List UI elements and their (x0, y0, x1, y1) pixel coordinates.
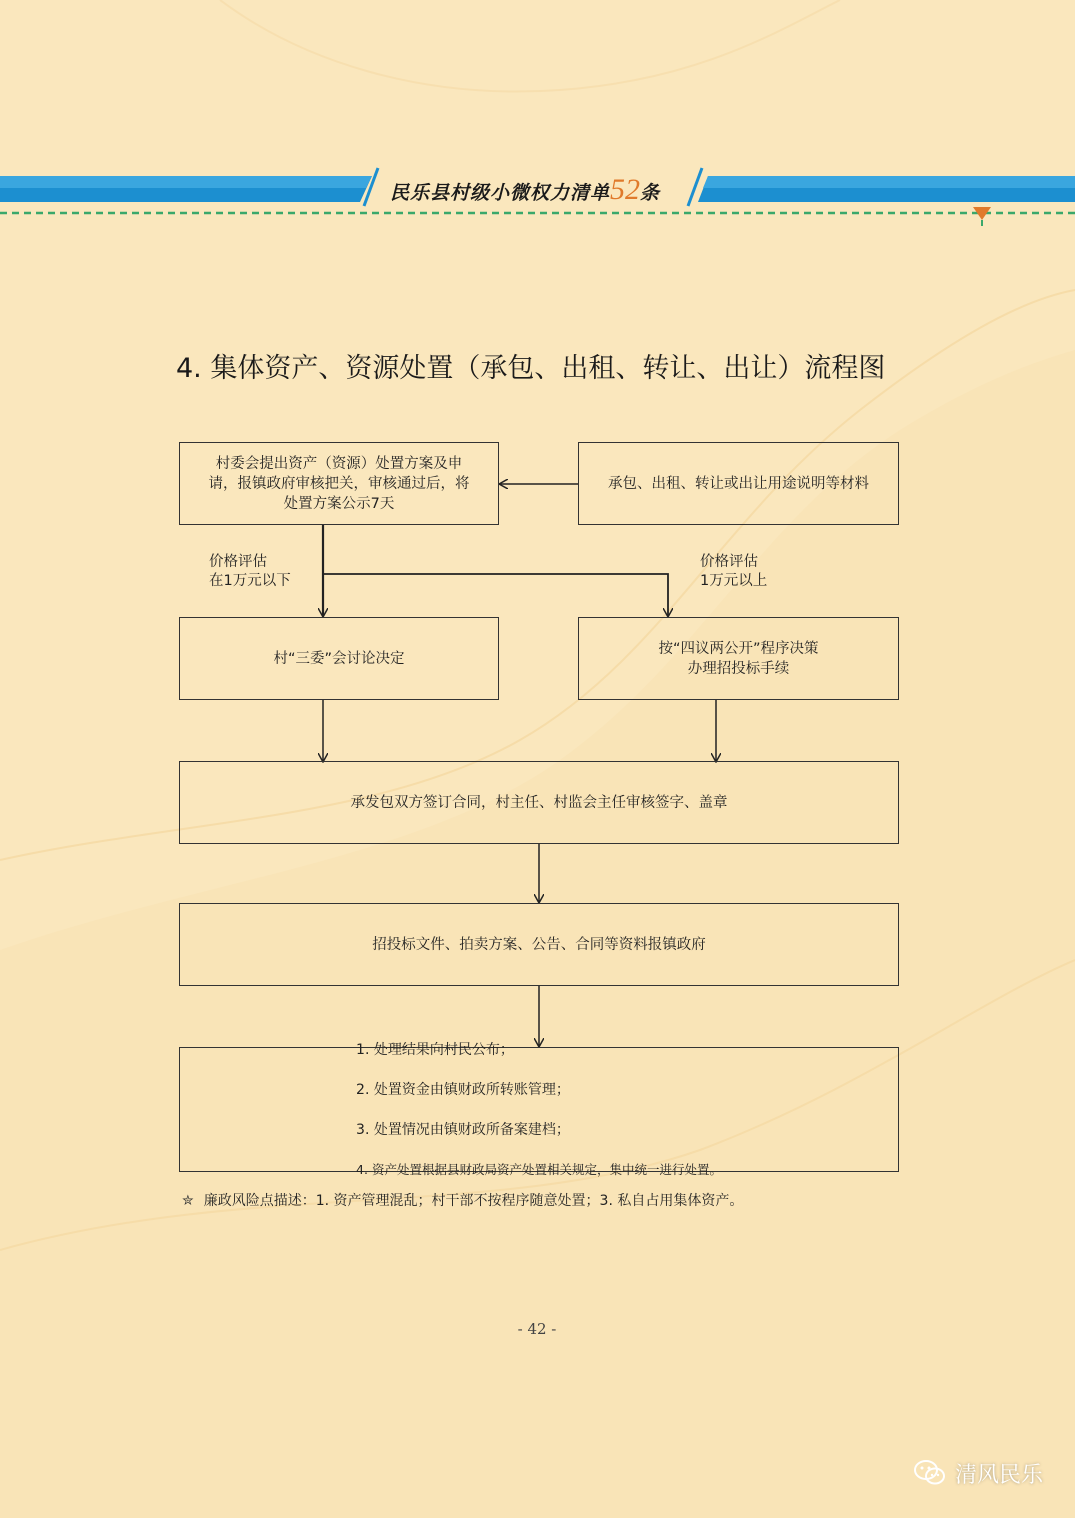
box-apply (179, 442, 499, 525)
wechat-icon (913, 1458, 947, 1488)
box-materials (578, 442, 899, 525)
result-item: 1. 处理结果向村民公布； (356, 1041, 514, 1058)
box-four-two (578, 617, 899, 700)
result-item: 2. 处置资金由镇财政所转账管理； (356, 1081, 570, 1098)
box-results (179, 1041, 899, 1177)
result-item: 4. 资产处置根据县财政局资产处置相关规定，集中统一进行处置。 (356, 1161, 722, 1177)
box-report-gov-text: 招投标文件、拍卖方案、公告、合同等资料报镇政府 (372, 936, 706, 953)
watermark (913, 1456, 1043, 1490)
page-title: 4. 集体资产、资源处置（承包、出租、转让、出让）流程图 (176, 353, 886, 384)
label-below-10k: 价格评估 在1万元以下 (209, 554, 291, 589)
header-title-suffix: 条 (640, 182, 661, 204)
box-report-gov (179, 903, 899, 986)
box-results-list (356, 1020, 722, 1200)
header-title (390, 170, 690, 210)
box-sign-contract-text: 承发包双方签订合同，村主任、村监会主任审核签字、盖章 (350, 794, 728, 811)
watermark-text: 清风民乐 (954, 1462, 1043, 1488)
box-three-committees (179, 617, 499, 700)
risk-note-text: 廉政风险点描述：1. 资产管理混乱；村干部不按程序随意处置；3. 私自占用集体资产。 (203, 1193, 744, 1209)
header-title-number: 52 (610, 173, 641, 206)
header-title-text: 民乐县村级小微权力清单 (390, 182, 611, 204)
box-apply-text: 村委会提出资产（资源）处置方案及申 请，报镇政府审核把关，审核通过后，将 处置方案公示7天 (208, 455, 470, 512)
result-item: 3. 处置情况由镇财政所备案建档； (356, 1121, 570, 1138)
box-materials-text: 承包、出租、转让或出让用途说明等材料 (608, 475, 869, 492)
box-four-two-text: 按“四议两公开”程序决策 办理招投标手续 (658, 640, 819, 677)
label-above-10k: 价格评估 1万元以上 (700, 554, 768, 589)
star-icon: ✮ (182, 1193, 194, 1209)
box-sign-contract (179, 761, 899, 844)
risk-note (182, 1190, 942, 1210)
box-three-committees-text: 村“三委”会讨论决定 (273, 650, 405, 667)
page-number: - 42 - (517, 1320, 557, 1338)
